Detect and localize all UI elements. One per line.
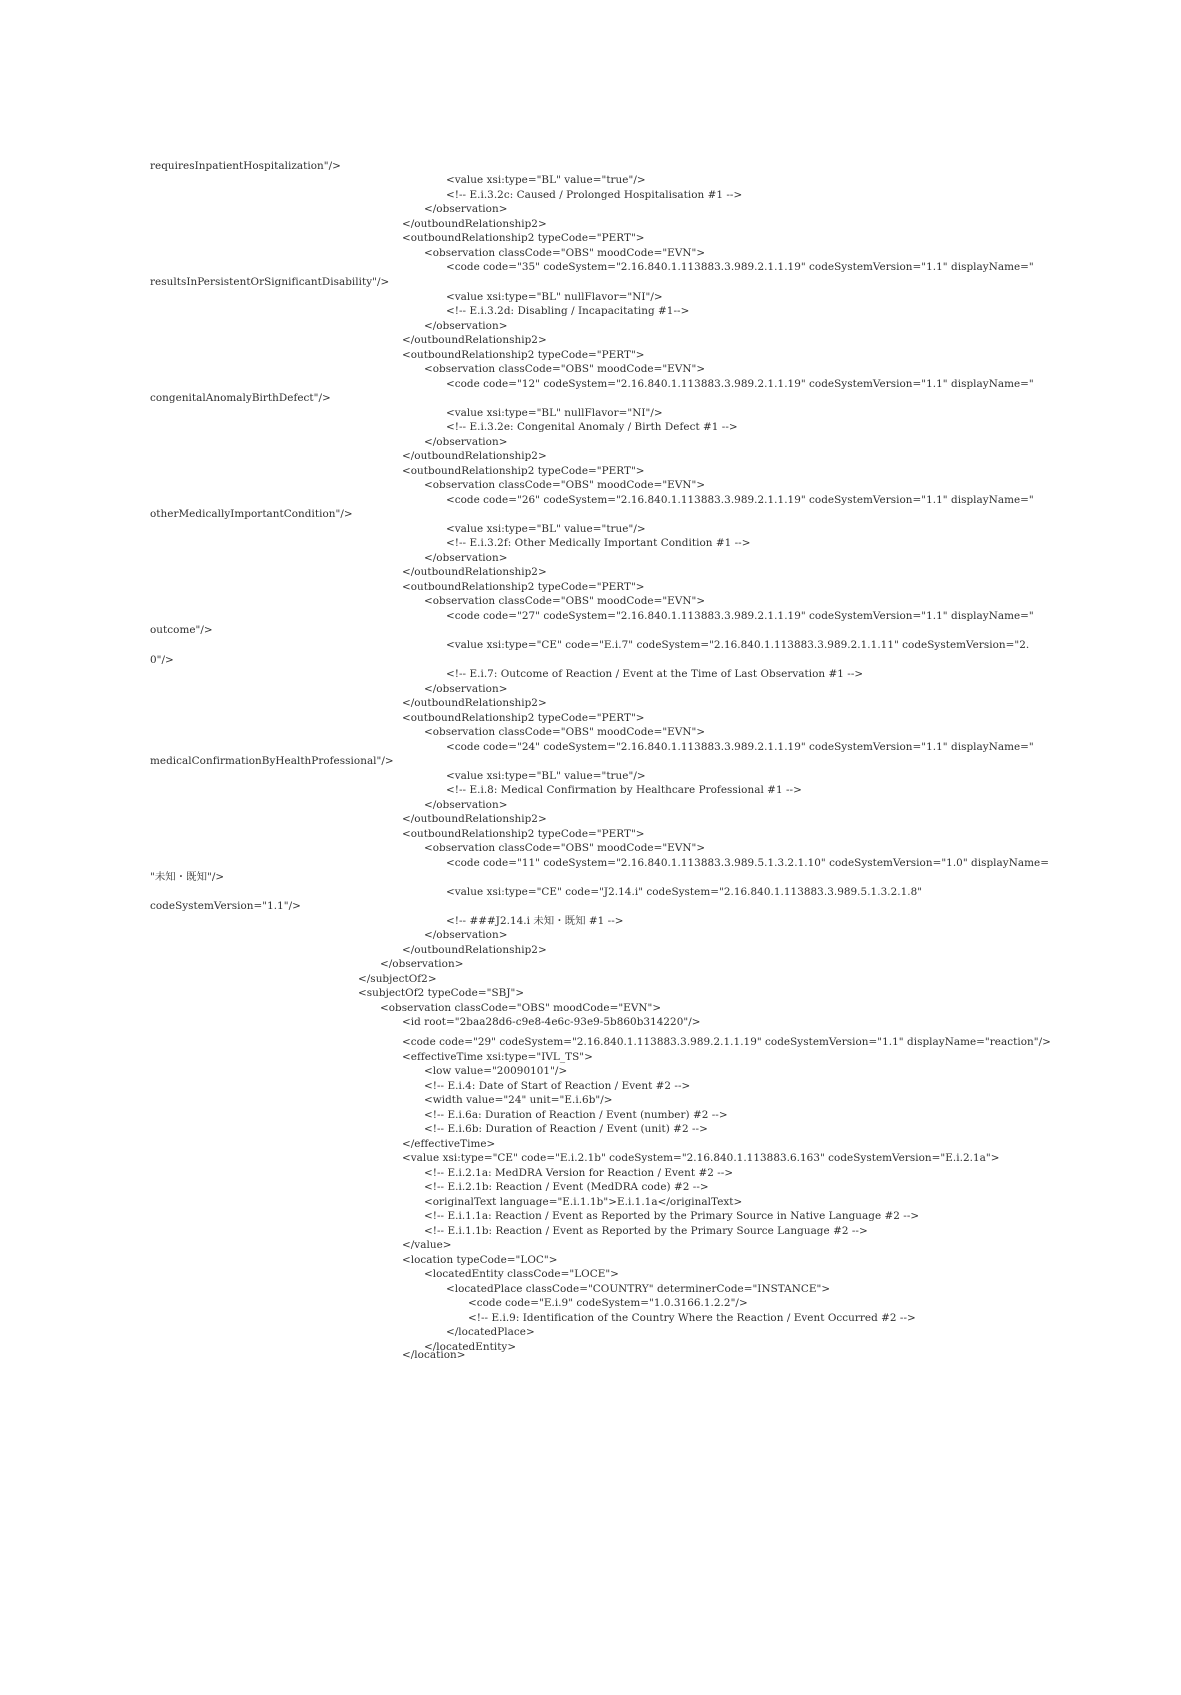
code-line: </observation>	[424, 436, 508, 448]
code-line: <code code="11" codeSystem="2.16.840.1.113883.3.989.5.1.3.2.1.10" codeSystemVersion="1.0" displayName=	[446, 857, 1049, 869]
code-line: <!-- E.i.3.2f: Other Medically Important Condition #1 -->	[446, 537, 751, 549]
code-line: <code code="27" codeSystem="2.16.840.1.113883.3.989.2.1.1.19" codeSystemVersion="1.1" displayName="	[446, 610, 1034, 622]
code-line: </outboundRelationship2>	[402, 218, 547, 230]
code-line: <value xsi:type="BL" value="true"/>	[446, 770, 646, 782]
code-line: <!-- E.i.6a: Duration of Reaction / Event (number) #2 -->	[424, 1109, 728, 1121]
code-line: </outboundRelationship2>	[402, 813, 547, 825]
code-line: <locatedEntity classCode="LOCE">	[424, 1268, 619, 1280]
code-line: <value xsi:type="CE" code="J2.14.i" codeSystem="2.16.840.1.113883.3.989.5.1.3.2.1.8"	[446, 886, 923, 898]
code-line: <code code="12" codeSystem="2.16.840.1.113883.3.989.2.1.1.19" codeSystemVersion="1.1" displayName="	[446, 378, 1034, 390]
code-line: <observation classCode="OBS" moodCode="EVN">	[424, 363, 706, 375]
code-line: <outboundRelationship2 typeCode="PERT">	[402, 349, 645, 361]
code-line: <value xsi:type="BL" value="true"/>	[446, 174, 646, 186]
code-line: <value xsi:type="BL" nullFlavor="NI"/>	[446, 291, 663, 303]
code-line: medicalConfirmationByHealthProfessional"/>	[150, 755, 394, 767]
xml-document-page	[150, 160, 1051, 1390]
code-line: </effectiveTime>	[402, 1138, 496, 1150]
code-line: <!-- E.i.7: Outcome of Reaction / Event at the Time of Last Observation #1 -->	[446, 668, 864, 680]
code-line: <value xsi:type="CE" code="E.i.7" codeSystem="2.16.840.1.113883.3.989.2.1.1.11" codeSystemVersion="2.	[446, 639, 1030, 651]
code-line: <!-- ###J2.14.i 未知・既知 #1 -->	[446, 915, 624, 927]
code-line: <outboundRelationship2 typeCode="PERT">	[402, 828, 645, 840]
code-line: </outboundRelationship2>	[402, 334, 547, 346]
code-line: codeSystemVersion="1.1"/>	[150, 900, 301, 912]
code-line: <code code="29" codeSystem="2.16.840.1.113883.3.989.2.1.1.19" codeSystemVersion="1.1" displayName="reaction"/>	[402, 1036, 1051, 1048]
code-line: <subjectOf2 typeCode="SBJ">	[358, 987, 525, 999]
code-line: <outboundRelationship2 typeCode="PERT">	[402, 712, 645, 724]
code-line: </outboundRelationship2>	[402, 450, 547, 462]
code-line: <location typeCode="LOC">	[402, 1254, 558, 1266]
code-line: <!-- E.i.3.2d: Disabling / Incapacitating #1-->	[446, 305, 690, 317]
code-line: <observation classCode="OBS" moodCode="EVN">	[380, 1002, 662, 1014]
code-line: <code code="26" codeSystem="2.16.840.1.113883.3.989.2.1.1.19" codeSystemVersion="1.1" displayName="	[446, 494, 1034, 506]
code-line: <outboundRelationship2 typeCode="PERT">	[402, 232, 645, 244]
code-line: </outboundRelationship2>	[402, 566, 547, 578]
code-line: </observation>	[424, 552, 508, 564]
code-line: otherMedicallyImportantCondition"/>	[150, 508, 353, 520]
code-line: </subjectOf2>	[358, 973, 437, 985]
code-line: <!-- E.i.3.2c: Caused / Prolonged Hospitalisation #1 -->	[446, 189, 743, 201]
code-line: "未知・既知"/>	[150, 871, 225, 883]
code-line: <observation classCode="OBS" moodCode="EVN">	[424, 479, 706, 491]
code-line: <code code="24" codeSystem="2.16.840.1.113883.3.989.2.1.1.19" codeSystemVersion="1.1" displayName="	[446, 741, 1034, 753]
code-line: <value xsi:type="BL" nullFlavor="NI"/>	[446, 407, 663, 419]
code-line: <!-- E.i.8: Medical Confirmation by Healthcare Professional #1 -->	[446, 784, 802, 796]
code-line: <locatedPlace classCode="COUNTRY" determinerCode="INSTANCE">	[446, 1283, 831, 1295]
code-line: <value xsi:type="BL" value="true"/>	[446, 523, 646, 535]
code-line: <observation classCode="OBS" moodCode="EVN">	[424, 842, 706, 854]
code-line: <!-- E.i.9: Identification of the Country Where the Reaction / Event Occurred #2 -->	[468, 1312, 916, 1324]
code-line: <!-- E.i.1.1b: Reaction / Event as Reported by the Primary Source Language #2 -->	[424, 1225, 868, 1237]
code-line: <effectiveTime xsi:type="IVL_TS">	[402, 1051, 593, 1063]
code-line: </location>	[402, 1349, 466, 1361]
code-line: <!-- E.i.2.1a: MedDRA Version for Reaction / Event #2 -->	[424, 1167, 734, 1179]
code-line: </locatedEntity>	[424, 1341, 517, 1353]
code-line: resultsInPersistentOrSignificantDisability"/>	[150, 276, 390, 288]
code-line: </outboundRelationship2>	[402, 697, 547, 709]
code-line: <originalText language="E.i.1.1b">E.i.1.1a</originalText>	[424, 1196, 743, 1208]
code-line: </value>	[402, 1239, 452, 1251]
code-line: <!-- E.i.2.1b: Reaction / Event (MedDRA code) #2 -->	[424, 1181, 709, 1193]
code-line: <code code="E.i.9" codeSystem="1.0.3166.1.2.2"/>	[468, 1297, 748, 1309]
code-line: </observation>	[424, 929, 508, 941]
code-line: outcome"/>	[150, 624, 213, 636]
code-line: <code code="35" codeSystem="2.16.840.1.113883.3.989.2.1.1.19" codeSystemVersion="1.1" displayName="	[446, 261, 1034, 273]
code-line: <value xsi:type="CE" code="E.i.2.1b" codeSystem="2.16.840.1.113883.6.163" codeSystemVersion="E.i.2.1a">	[402, 1152, 1000, 1164]
code-line: <id root="2baa28d6-c9e8-4e6c-93e9-5b860b314220"/>	[402, 1016, 701, 1028]
code-line: </observation>	[424, 683, 508, 695]
code-line: <observation classCode="OBS" moodCode="EVN">	[424, 726, 706, 738]
code-line: <low value="20090101"/>	[424, 1065, 568, 1077]
code-line: </observation>	[424, 203, 508, 215]
code-line: <!-- E.i.1.1a: Reaction / Event as Reported by the Primary Source in Native Language #2 -->	[424, 1210, 920, 1222]
code-line: <width value="24" unit="E.i.6b"/>	[424, 1094, 613, 1106]
code-line: </observation>	[424, 320, 508, 332]
code-line: requiresInpatientHospitalization"/>	[150, 160, 341, 172]
code-line: <outboundRelationship2 typeCode="PERT">	[402, 581, 645, 593]
code-line: </observation>	[424, 799, 508, 811]
code-line: <!-- E.i.6b: Duration of Reaction / Event (unit) #2 -->	[424, 1123, 708, 1135]
code-line: 0"/>	[150, 654, 174, 666]
code-line: <observation classCode="OBS" moodCode="EVN">	[424, 247, 706, 259]
code-line: </outboundRelationship2>	[402, 944, 547, 956]
code-line: <!-- E.i.4: Date of Start of Reaction / Event #2 -->	[424, 1080, 691, 1092]
code-line: <observation classCode="OBS" moodCode="EVN">	[424, 595, 706, 607]
code-line: <!-- E.i.3.2e: Congenital Anomaly / Birth Defect #1 -->	[446, 421, 738, 433]
code-line: congenitalAnomalyBirthDefect"/>	[150, 392, 331, 404]
code-line: <outboundRelationship2 typeCode="PERT">	[402, 465, 645, 477]
code-line: </locatedPlace>	[446, 1326, 535, 1338]
code-line: </observation>	[380, 958, 464, 970]
